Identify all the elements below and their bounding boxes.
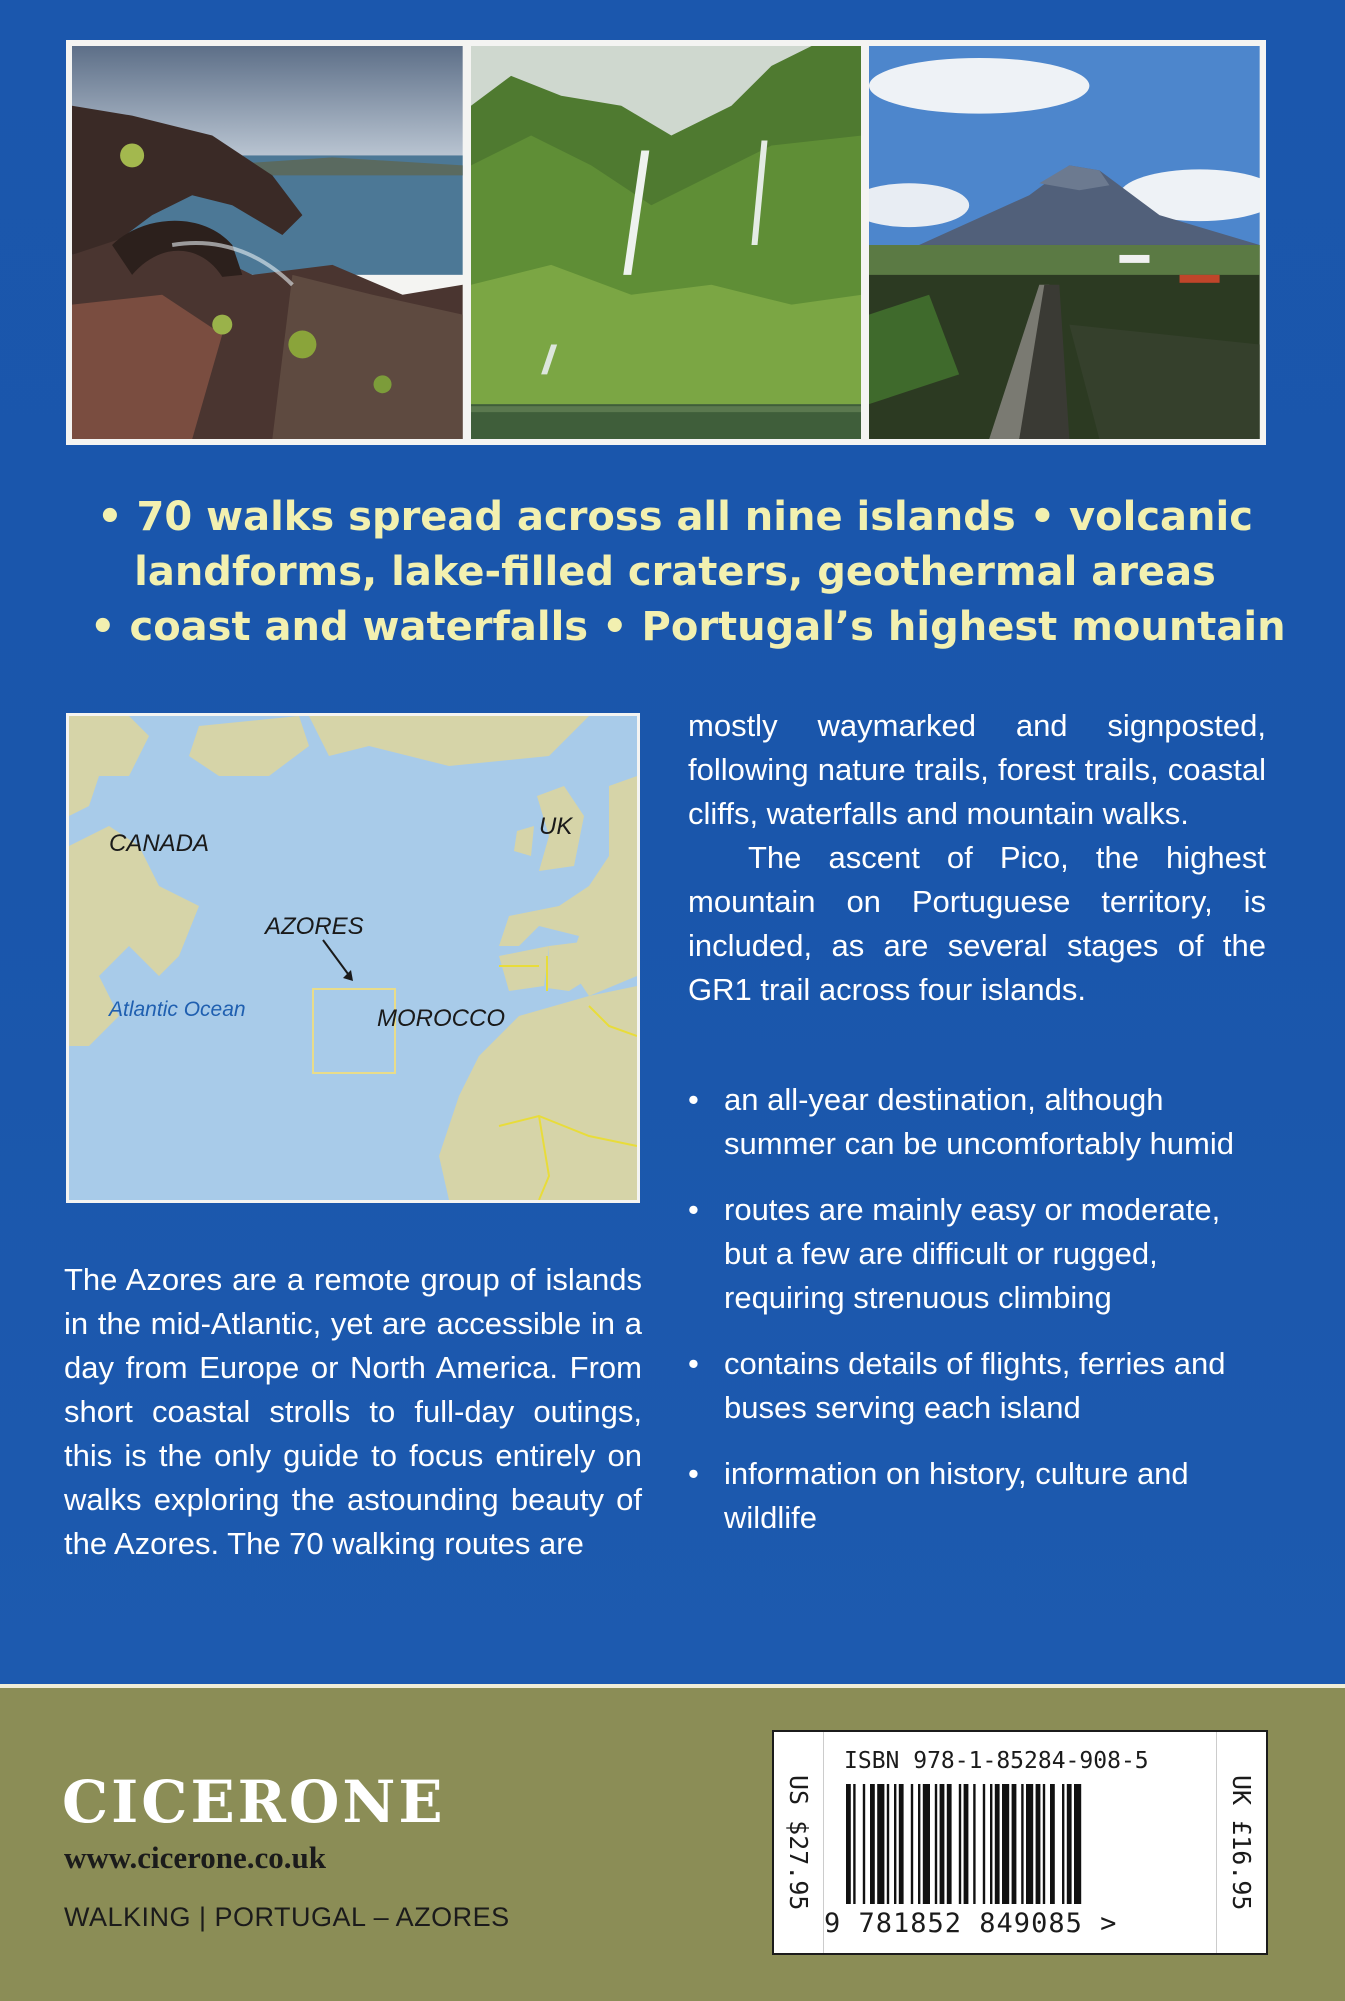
barcode-bar (1062, 1784, 1064, 1904)
isbn-number: ISBN 978-1-85284-908-5 (844, 1748, 1149, 1774)
book-category: WALKING | PORTUGAL – AZORES (64, 1902, 510, 1932)
intro-paragraph: The Azores are a remote group of islands in the mid-Atlantic, yet are accessible in a day from Europe or North America. From short coastal strolls to full-day outings, this is the only guide to focus entirely on walks exploring the astounding beauty of the Azores. The 70 walking routes are (64, 1262, 642, 1561)
barcode-bar (887, 1784, 889, 1904)
barcode-bar (935, 1784, 937, 1904)
barcode-bar (846, 1784, 851, 1904)
list-item: • an all-year destination, although summer can be uncomfortably humid (688, 1078, 1266, 1166)
barcode-bar (1050, 1784, 1055, 1904)
map-label-atlantic-ocean: Atlantic Ocean (109, 998, 246, 1021)
highlight-line: • 70 walks spread across all nine islands • volcanic (97, 494, 1253, 540)
intro-continued: mostly waymarked and signposted, following nature trails, forest trails, coastal cliffs, waterfalls and mountain walks. (688, 708, 1266, 831)
description-right (688, 704, 1266, 1012)
bullet-icon: • (688, 1456, 699, 1491)
barcode-digits: 9 781852 849085 > (824, 1908, 1118, 1939)
barcode-bar (1012, 1784, 1017, 1904)
barcode-bar (1043, 1784, 1045, 1904)
price-us: US $27.95 (774, 1732, 824, 1953)
barcode-bar (990, 1784, 992, 1904)
photo-lava-arch (72, 46, 463, 439)
list-item: • contains details of flights, ferries and buses serving each island (688, 1342, 1266, 1430)
barcode-bar (853, 1784, 855, 1904)
map-label-uk: UK (539, 813, 573, 840)
barcode-bar (1074, 1784, 1081, 1904)
highlight-line: landforms, lake-filled craters, geothermal areas (134, 549, 1216, 595)
pico-paragraph: The ascent of Pico, the highest mountain on Portuguese territory, is included, as are several stages of the GR1 trail across four islands. (688, 840, 1266, 1007)
barcode-bar (983, 1784, 985, 1904)
list-item: • information on history, culture and wildlife (688, 1452, 1266, 1540)
barcode-bar (1026, 1784, 1033, 1904)
photo-strip (66, 40, 1266, 445)
barcode-bar (877, 1784, 884, 1904)
price-uk: UK £16.95 (1216, 1732, 1266, 1953)
highlight-line: • coast and waterfalls • Portugal’s highest mountain (90, 604, 1286, 650)
list-item: • routes are mainly easy or moderate, but a few are difficult or rugged, requiring strenuous climbing (688, 1188, 1266, 1320)
barcode-bar (1021, 1784, 1023, 1904)
barcode-bar (918, 1784, 920, 1904)
barcode-bar (995, 1784, 1000, 1904)
barcode-bars (844, 1784, 1204, 1904)
barcode-bar (1067, 1784, 1072, 1904)
barcode-bar (863, 1784, 865, 1904)
bullet-icon: • (688, 1082, 699, 1117)
bullet-icon: • (688, 1192, 699, 1227)
map-label-canada: CANADA (109, 830, 210, 857)
photo-pico-mountain (869, 46, 1260, 439)
barcode-bar (899, 1784, 904, 1904)
cicerone-logo: CICERONE (62, 1768, 446, 1836)
photo-waterfalls (471, 46, 862, 439)
map-label-azores: AZORES (265, 913, 364, 940)
barcode-bar (1036, 1784, 1041, 1904)
barcode-bar (894, 1784, 896, 1904)
publisher-website[interactable]: www.cicerone.co.uk (64, 1840, 327, 1875)
feature-list (688, 1078, 1266, 1562)
barcode-bar (923, 1784, 930, 1904)
barcode-bar (973, 1784, 975, 1904)
barcode-bar (911, 1784, 913, 1904)
barcode-bar (959, 1784, 961, 1904)
location-map (66, 713, 640, 1203)
map-label-morocco: MOROCCO (377, 1005, 505, 1032)
barcode-bar (964, 1784, 969, 1904)
barcode-bar (1002, 1784, 1009, 1904)
highlights (90, 490, 1286, 655)
bullet-icon: • (688, 1346, 699, 1381)
barcode-block (772, 1730, 1268, 1955)
barcode-bar (947, 1784, 952, 1904)
barcode-bar (940, 1784, 945, 1904)
barcode-bar (870, 1784, 875, 1904)
